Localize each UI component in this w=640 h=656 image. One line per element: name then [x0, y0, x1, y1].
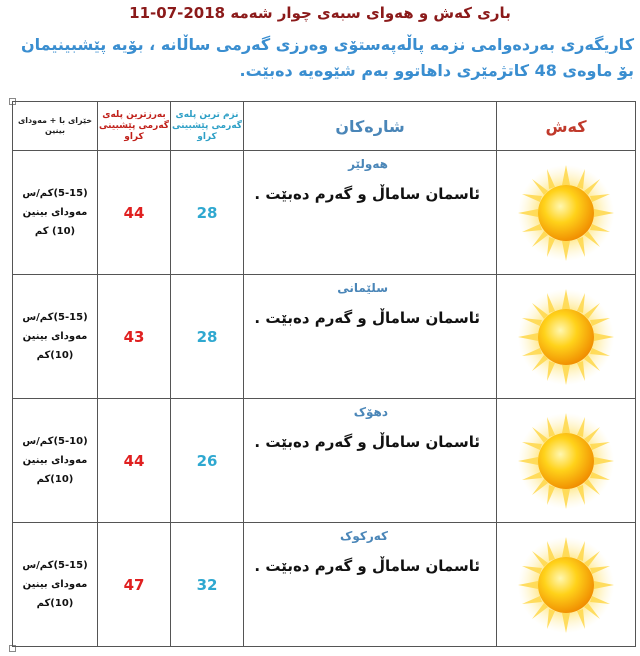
weather-description: ئاسمان ساماڵ و گەرم دەبێت .: [254, 433, 480, 451]
city-cell: [244, 151, 497, 275]
min-temp: 32: [171, 523, 244, 647]
header-wind: خێرای با + مەودای بینین: [13, 102, 98, 151]
header-min-temp: نزم ترین پلەی گەرمی پێشبینی کراو: [171, 102, 244, 151]
min-temp: 26: [171, 399, 244, 523]
visibility-label: مەودای بینین: [22, 579, 88, 590]
visibility-value: (10)کم: [36, 350, 74, 361]
weather-icon-cell: [497, 523, 636, 647]
visibility-label: مەودای بینین: [22, 207, 88, 218]
table-row: [13, 275, 636, 399]
max-temp: 44: [98, 399, 171, 523]
page-title: باری کەش و هەوای سبەی چوار شەمە 2018-07-11: [129, 4, 511, 22]
max-temp: 44: [98, 151, 171, 275]
city-cell: [244, 275, 497, 399]
table-header-row: [13, 102, 636, 151]
table-row: [13, 523, 636, 647]
city-name: هەولێر: [348, 157, 388, 171]
visibility-value: (10) کم: [34, 226, 76, 237]
weather-icon-cell: [497, 275, 636, 399]
weather-icon-cell: [497, 151, 636, 275]
city-name: دهۆک: [353, 405, 388, 419]
visibility-label: مەودای بینین: [22, 331, 88, 342]
table-row: [13, 151, 636, 275]
wind-speed: (5-15)کم/س: [22, 188, 88, 199]
weather-icon-cell: [497, 399, 636, 523]
sun-icon: [516, 535, 616, 635]
city-name: کەرکوک: [340, 529, 388, 543]
weather-description: ئاسمان ساماڵ و گەرم دەبێت .: [254, 557, 480, 575]
visibility-value: (10)کم: [36, 598, 74, 609]
header-weather: کەش: [497, 102, 636, 151]
wind-visibility-cell: [13, 399, 98, 523]
wind-speed: (5-15)کم/س: [22, 312, 88, 323]
forecast-table: [12, 101, 636, 647]
min-temp: 28: [171, 151, 244, 275]
city-cell: [244, 399, 497, 523]
weather-description: ئاسمان ساماڵ و گەرم دەبێت .: [254, 309, 480, 327]
max-temp: 43: [98, 275, 171, 399]
wind-visibility-cell: [13, 523, 98, 647]
header-max-temp: بەرزترین پلەی گەرمی پێشبینی کراو: [98, 102, 171, 151]
forecast-intro: کاریگەری بەردەوامی نزمە پاڵەپەستۆی وەرزی گەرمی ساڵانە ، بۆیە پێشبینیمان بۆ ماوەی 48 کاتژمێری داهاتوو بەم شێوەیە دەبێت.: [20, 35, 634, 80]
min-temp: 28: [171, 275, 244, 399]
weather-description: ئاسمان ساماڵ و گەرم دەبێت .: [254, 185, 480, 203]
table-row: [13, 399, 636, 523]
max-temp: 47: [98, 523, 171, 647]
wind-speed: (5-10)کم/س: [22, 436, 88, 447]
header-cities: شارەکان: [244, 102, 497, 151]
sun-icon: [516, 163, 616, 263]
visibility-value: (10)کم: [36, 474, 74, 485]
wind-speed: (5-15)کم/س: [22, 560, 88, 571]
visibility-label: مەودای بینین: [22, 455, 88, 466]
wind-visibility-cell: [13, 275, 98, 399]
wind-visibility-cell: [13, 151, 98, 275]
city-cell: [244, 523, 497, 647]
sun-icon: [516, 411, 616, 511]
city-name: سلێمانی: [337, 281, 388, 295]
sun-icon: [516, 287, 616, 387]
